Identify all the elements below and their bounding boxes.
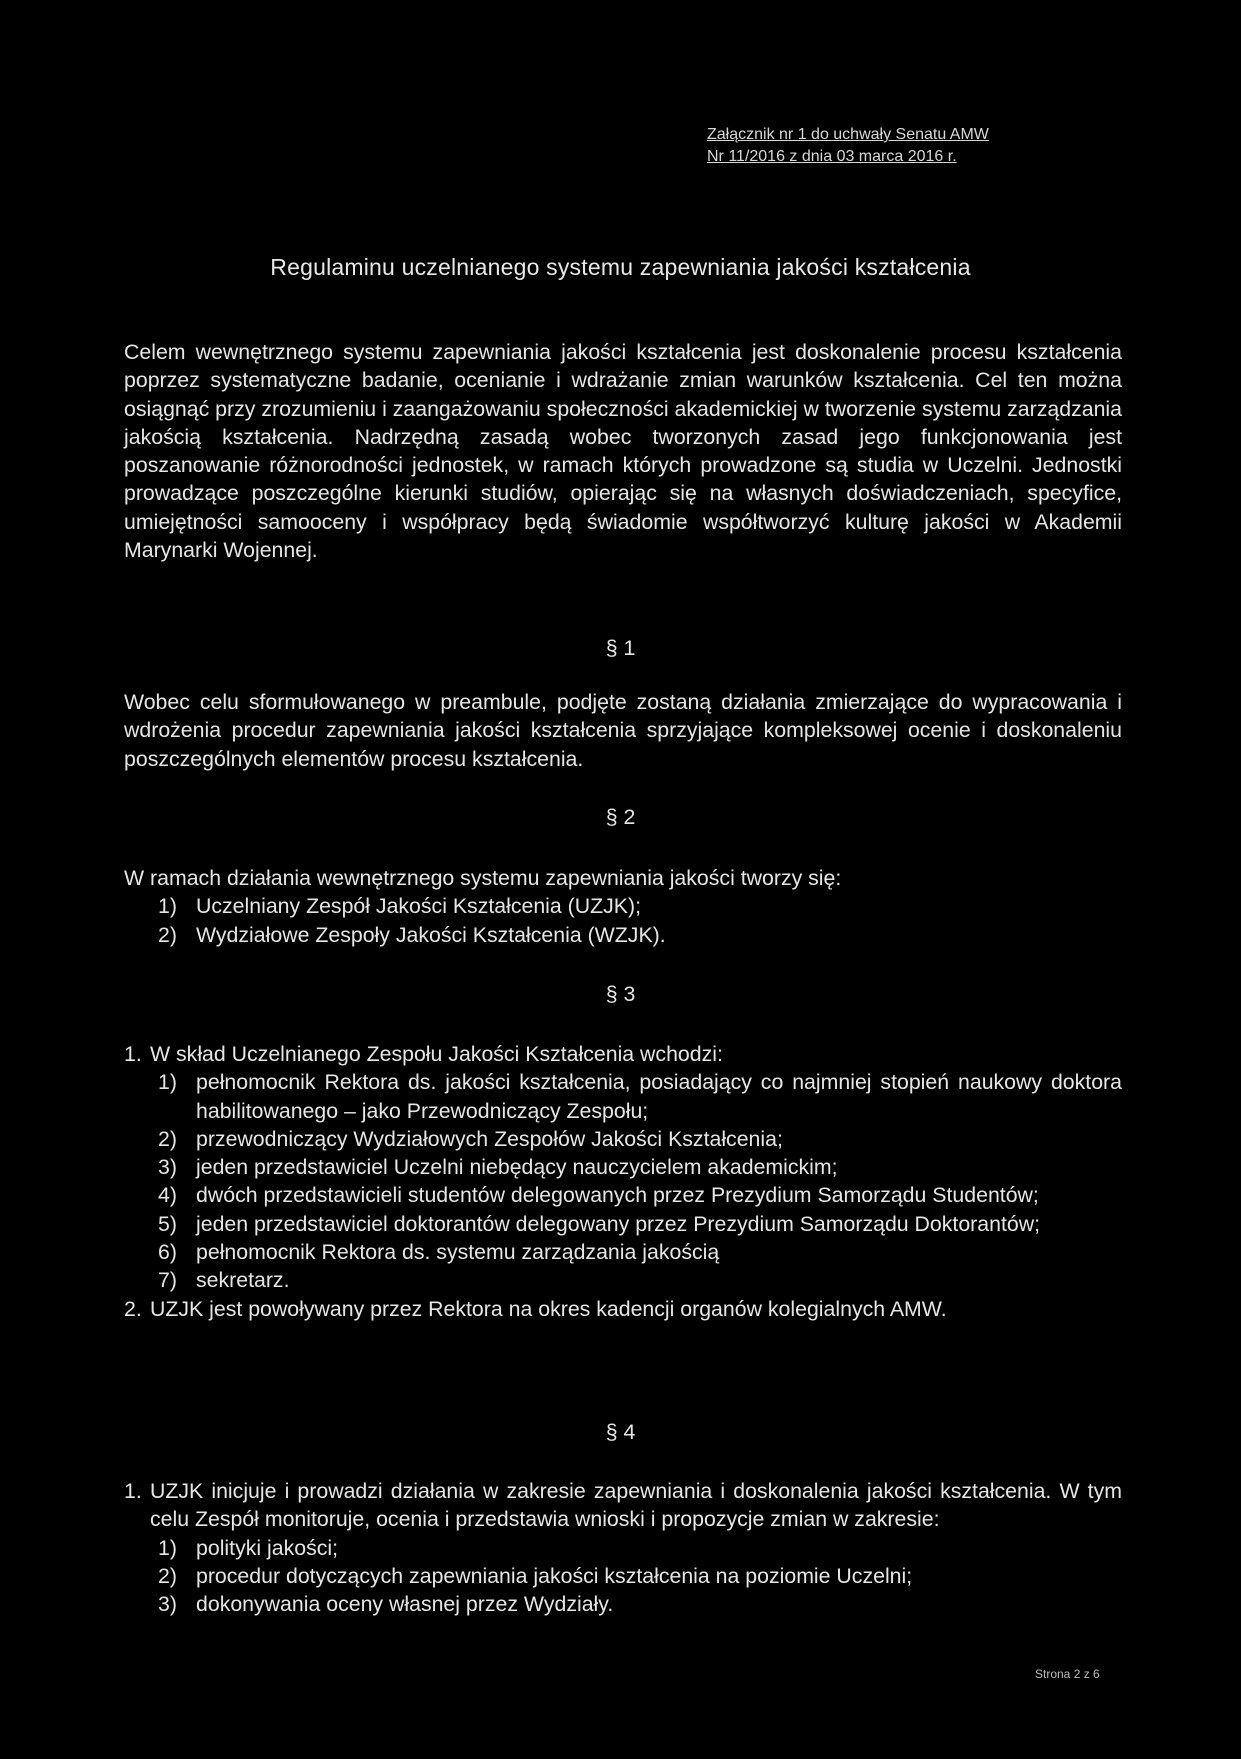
list-number: 2) [158, 1563, 177, 1588]
list-text: przewodniczący Wydziałowych Zespołów Jakości Kształcenia; [196, 1126, 783, 1151]
list-number: 3) [158, 1155, 177, 1180]
list-item [124, 892, 1122, 920]
list-item [124, 1590, 1122, 1618]
list-item [124, 1562, 1122, 1590]
section-2-sign: § 2 [605, 805, 636, 829]
list-text: Wydziałowe Zespoły Jakości Kształcenia (WZJK). [196, 922, 666, 947]
list-item [124, 1266, 1122, 1294]
point-intro: W skład Uczelnianego Zespołu Jakości Kształcenia wchodzi: [150, 1042, 723, 1066]
list-text: jeden przedstawiciel doktorantów delegowany przez Prezydium Samorządu Doktorantów; [196, 1211, 1041, 1236]
attachment-header [707, 124, 989, 168]
list-item [124, 1068, 1122, 1125]
section-3-points [124, 1040, 1122, 1323]
header-line-1: Załącznik nr 1 do uchwały Senatu AMW [707, 126, 989, 143]
list-text: dokonywania oceny własnej przez Wydziały. [196, 1592, 614, 1617]
section-3-body [124, 1040, 1122, 1323]
page-number: Strona 2 z 6 [1035, 1667, 1100, 1681]
list-number: 1) [158, 1070, 177, 1095]
section-1-sign: § 1 [605, 636, 636, 660]
list-text: sekretarz. [196, 1268, 290, 1293]
list-text: dwóch przedstawicieli studentów delegowanych przez Prezydium Samorządu Studentów; [196, 1183, 1039, 1208]
preamble-paragraph: Celem wewnętrznego systemu zapewniania jakości kształcenia jest doskonalenie procesu kształcenia poprzez systematyczne badanie, ocenianie i wdrażanie zmian warunków kształcenia. Cel ten można osiągnąć przy zrozumieniu i zaangażowaniu społeczności akademickiej w tworzenie systemu zarządzania jakością kształcenia. Nadrzędną zasadą wobec tworzonych zasad jego funkcjonowania jest poszanowanie różnorodności jednostek, w ramach których prowadzone są studia w Uczelni. Jednostki prowadzące poszczególne kierunki studiów, opierając się na własnych doświadczeniach, specyfice, umiejętności samooceny i współpracy będą świadomie współtworzyć kulturę jakości w Akademii Marynarki Wojennej. [124, 340, 1122, 563]
section-2-list [124, 892, 1122, 949]
list-item [124, 1238, 1122, 1266]
list-text: pełnomocnik Rektora ds. jakości kształcenia, posiadający co najmniej stopień naukowy doktora habilitowanego – jako Przewodniczący Zespołu; [196, 1070, 1122, 1123]
section-4-points [124, 1477, 1122, 1618]
section-2-body [124, 864, 1122, 949]
list-item [124, 1125, 1122, 1153]
list-item [124, 1153, 1122, 1181]
point-item [124, 1295, 1122, 1323]
list-item [124, 1210, 1122, 1238]
list-item [124, 921, 1122, 949]
list-number: 4) [158, 1183, 177, 1208]
list-number: 5) [158, 1211, 177, 1236]
list-text: Uczelniany Zespół Jakości Kształcenia (UZJK); [196, 894, 642, 919]
section-4-sublist [124, 1534, 1122, 1619]
section-3-sign: § 3 [605, 982, 636, 1006]
list-text: procedur dotyczących zapewniania jakości kształcenia na poziomie Uczelni; [196, 1563, 913, 1588]
section-4-sign: § 4 [605, 1420, 636, 1444]
point-number: 1. [124, 1479, 142, 1503]
list-text: polityki jakości; [196, 1535, 339, 1560]
point-intro: UZJK inicjuje i prowadzi działania w zakresie zapewniania i doskonalenia jakości kształcenia. W tym celu Zespół monitoruje, ocenia i przedstawia wnioski i propozycje zmian w zakresie: [150, 1479, 1122, 1532]
document-title: Regulaminu uczelnianego systemu zapewniania jakości kształcenia [270, 254, 971, 280]
point-item [124, 1477, 1122, 1618]
section-2-intro: W ramach działania wewnętrznego systemu zapewniania jakości tworzy się: [124, 866, 842, 890]
point-text: UZJK jest powoływany przez Rektora na okres kadencji organów kolegialnych AMW. [150, 1296, 947, 1321]
section-3-sublist [124, 1068, 1122, 1294]
list-number: 7) [158, 1268, 177, 1293]
list-number: 3) [158, 1592, 177, 1617]
list-number: 2) [158, 1126, 177, 1151]
section-1-text: Wobec celu sformułowanego w preambule, podjęte zostaną działania zmierzające do wypracowania i wdrożenia procedur zapewniania jakości kształcenia sprzyjające kompleksowej ocenie i doskonaleniu poszczególnych elementów procesu kształcenia. [124, 690, 1122, 771]
point-number: 2. [124, 1296, 142, 1321]
list-item [124, 1181, 1122, 1209]
list-item [124, 1534, 1122, 1562]
list-number: 1) [158, 1535, 177, 1560]
list-number: 1) [158, 894, 177, 919]
list-number: 2) [158, 922, 177, 947]
list-number: 6) [158, 1240, 177, 1265]
point-number: 1. [124, 1042, 142, 1066]
section-4-body [124, 1477, 1122, 1618]
list-text: jeden przedstawiciel Uczelni niebędący nauczycielem akademickim; [196, 1155, 838, 1180]
list-text: pełnomocnik Rektora ds. systemu zarządzania jakością [196, 1240, 720, 1265]
header-line-2: Nr 11/2016 z dnia 03 marca 2016 r. [707, 148, 957, 165]
point-item [124, 1040, 1122, 1295]
